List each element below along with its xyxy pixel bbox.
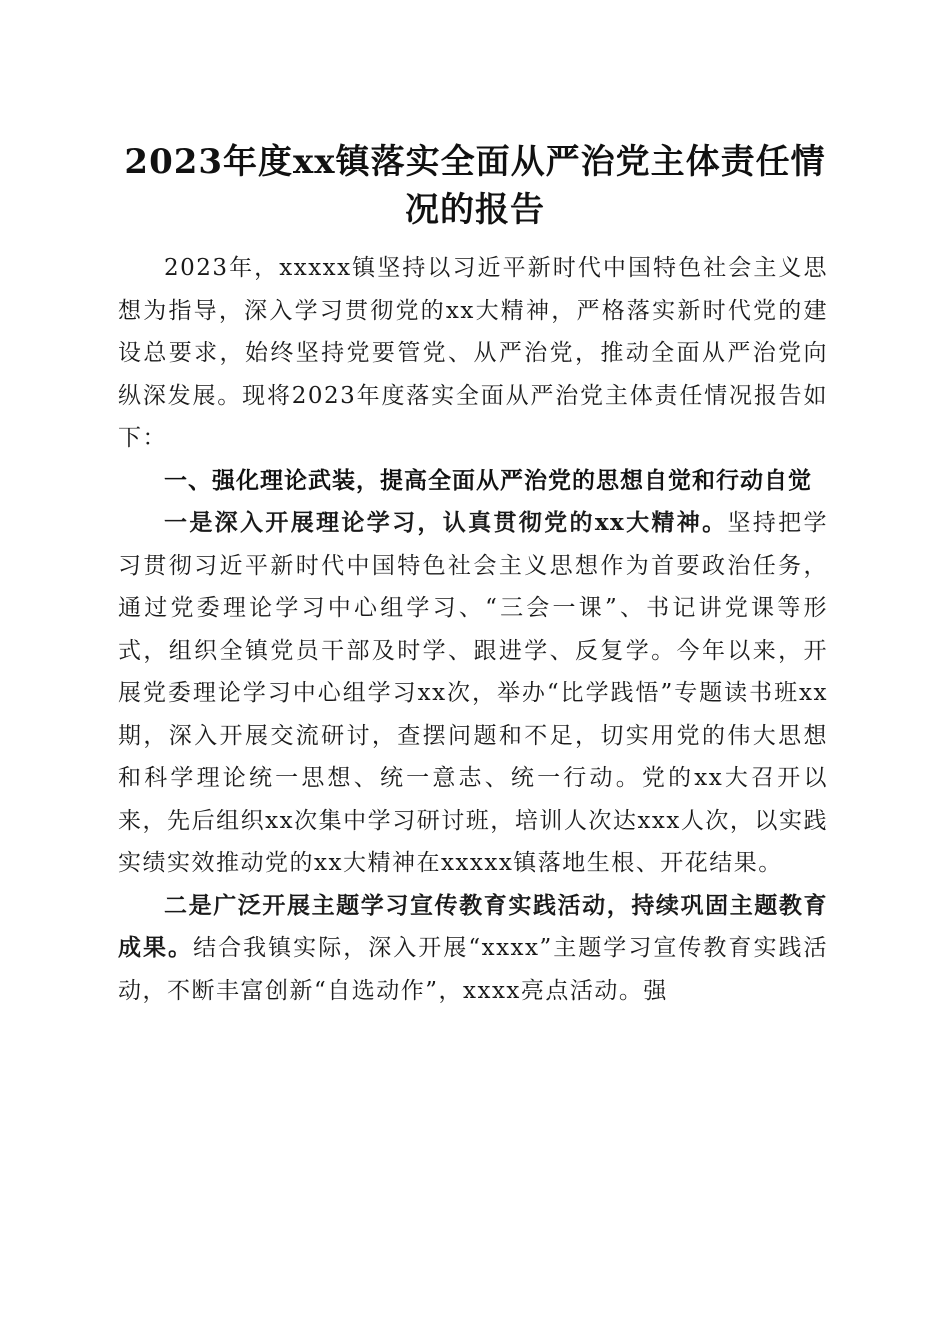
item-text-2: 结合我镇实际，深入开展“xxxx”主题学习宣传教育实践活动，不断丰富创新“自选动作”，xxxx亮点活动。强: [118, 935, 829, 1004]
document-title: 2023年度xx镇落实全面从严治党主体责任情况的报告: [124, 142, 826, 230]
document-body: [118, 247, 828, 1012]
item-lead-2: 二是广泛开展主题学习宣传教育实践活动，持续巩固主题教育成果。: [118, 891, 828, 961]
item-lead-1: 一是深入开展理论学习，认真贯彻党的xx大精神。: [164, 509, 728, 536]
section-heading-1: 一、强化理论武装，提高全面从严治党的思想自觉和行动自觉: [164, 467, 812, 494]
item-paragraph-1: [118, 502, 828, 885]
item-paragraph-2: [118, 885, 828, 1013]
intro-paragraph: 2023年，xxxxx镇坚持以习近平新时代中国特色社会主义思想为指导，深入学习贯彻党的xx大精神，严格落实新时代党的建设总要求，始终坚持党要管党、从严治党，推动全面从严治党向纵深发展。现将2023年度落实全面从严治党主体责任情况报告如下：: [118, 255, 828, 451]
item-text-1: 坚持把学习贯彻习近平新时代中国特色社会主义思想作为首要政治任务，通过党委理论学习中心组学习、“三会一课”、书记讲党课等形式，组织全镇党员干部及时学、跟进学、反复学。今年以来，开展党委理论学习中心组学习xx次，举办“比学践悟”专题读书班xx期，深入开展交流研讨，查摆问题和不足，切实用党的伟大思想和科学理论统一思想、统一意志、统一行动。党的xx大召开以来，先后组织xx次集中学习研讨班，培训人次达xxx人次，以实践实绩实效推动党的xx大精神在xxxxx镇落地生根、开花结果。: [118, 510, 828, 876]
